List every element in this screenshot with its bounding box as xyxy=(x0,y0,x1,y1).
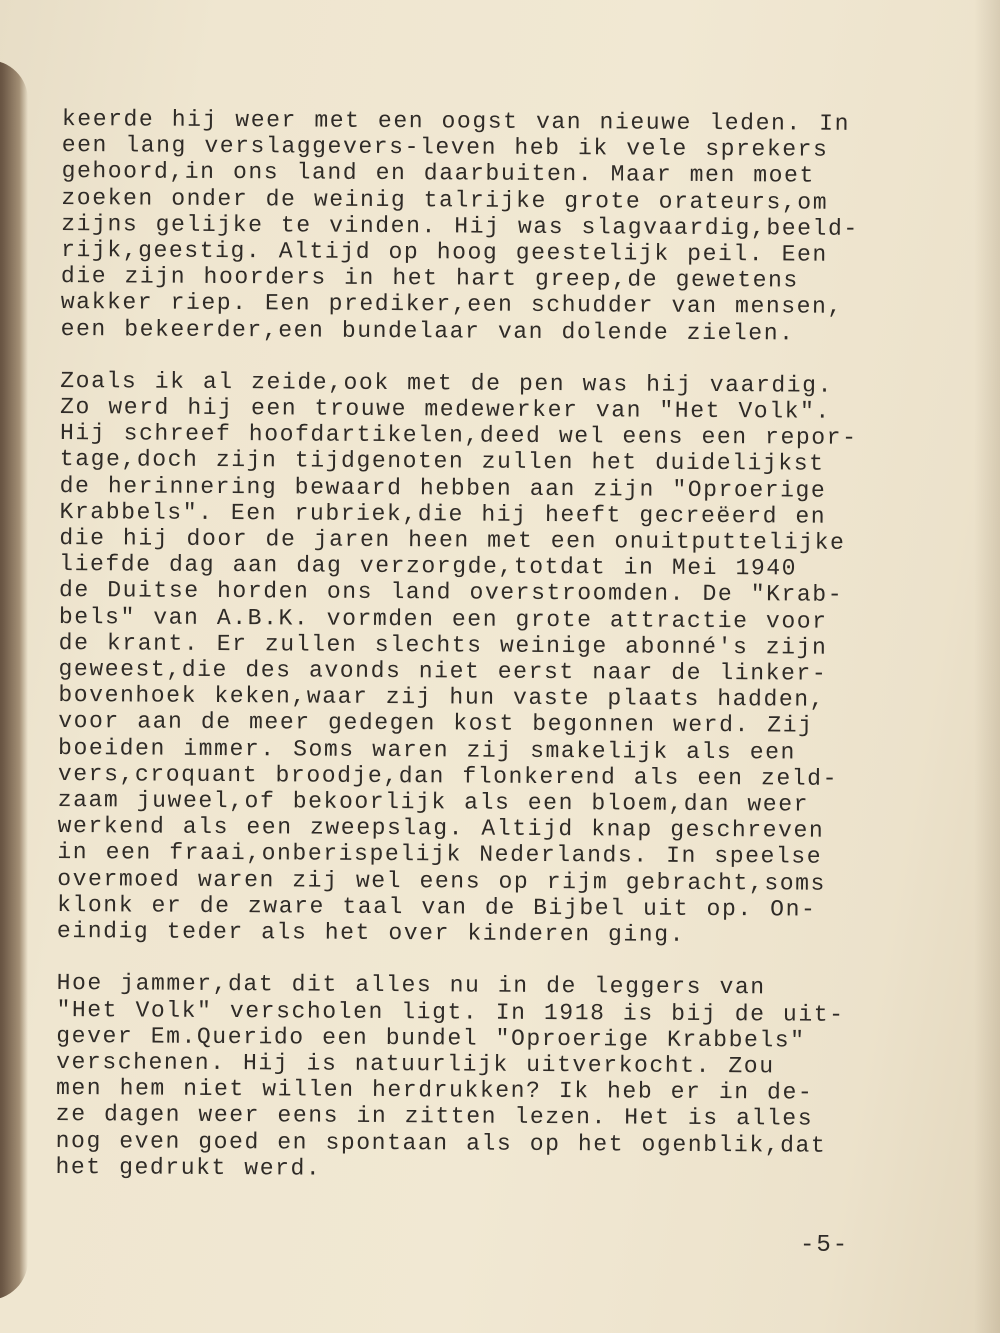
text-line: de herinnering bewaard hebben aan zijn "Oproerige xyxy=(59,472,827,504)
text-line: "Het Volk" verscholen ligt. In 1918 is bij de uit- xyxy=(56,996,845,1028)
text-line: bels" van A.B.K. vormden een grote attractie voor xyxy=(58,603,828,635)
text-line: boeiden immer. Soms waren zij smakelijk als een xyxy=(58,734,797,766)
text-line: bovenhoek keken,waar zij hun vaste plaats hadden, xyxy=(58,682,826,713)
text-line: werkend als een zweepslag. Altijd knap geschreven xyxy=(57,813,825,844)
text-line: Krabbels". Een rubriek,die hij heeft gecreëerd en xyxy=(59,498,827,530)
paragraph-1 xyxy=(61,106,962,347)
text-line: Zoals ik al zeide,ook met de pen was hij vaardig. xyxy=(60,367,834,399)
paragraph-3 xyxy=(55,970,956,1185)
text-line: de krant. Er zullen slechts weinige abonné's zijn xyxy=(58,629,828,661)
text-line: gever Em.Querido een bundel "Oproerige Krabbels" xyxy=(56,1022,806,1054)
typed-text-body xyxy=(55,106,962,1185)
text-line: Hoe jammer,dat dit alles nu in de leggers van xyxy=(56,970,766,1001)
page-edge-shadow xyxy=(974,0,1000,1333)
paragraph-2 xyxy=(57,368,961,950)
text-line: het gedrukt werd. xyxy=(55,1153,322,1182)
text-line: men hem niet willen herdrukken? Ik heb er in de- xyxy=(55,1075,814,1106)
text-line: een bekeerder,een bundelaar van dolende zielen. xyxy=(60,315,795,347)
text-line: tage,doch zijn tijdgenoten zullen het duidelijkst xyxy=(59,446,825,478)
text-line: zoeken onder de weinig talrijke grote orateurs,om xyxy=(61,184,829,216)
text-line: klonk er de zware taal van de Bijbel uit op. On- xyxy=(57,891,817,923)
text-line: geweest,die des avonds niet eerst naar de linker- xyxy=(58,656,828,687)
text-line: die zijn hoorders in het hart greep,de gewetens xyxy=(60,263,799,294)
text-line: liefde dag aan dag verzorgde,totdat in Mei 1940 xyxy=(59,551,798,582)
page-number: -5- xyxy=(800,1232,850,1259)
text-line: nog even goed en spontaan als op het ogenblik,dat xyxy=(55,1127,827,1159)
text-line: ze dagen weer eens in zitten lezen. Het is alles xyxy=(55,1101,814,1132)
text-line: wakker riep. Een prediker,een schudder van mensen, xyxy=(60,289,843,321)
text-line: rijk,geestig. Altijd op hoog geestelijk peil. Een xyxy=(61,237,828,268)
text-line: Zo werd hij een trouwe medewerker van "Het Volk". xyxy=(60,394,831,425)
text-line: keerde hij weer met een oogst van nieuwe leden. In xyxy=(61,106,851,137)
book-spine-shadow xyxy=(0,60,28,1300)
text-line: zijns gelijke te vinden. Hij was slagvaardig,beeld- xyxy=(61,210,859,242)
text-line: in een fraai,onberispelijk Nederlands. In speelse xyxy=(57,839,823,871)
text-line: voor aan de meer gedegen kost begonnen werd. Zij xyxy=(58,708,814,740)
text-line: verschenen. Hij is natuurlijk uitverkocht. Zou xyxy=(56,1048,775,1080)
text-line: eindig teder als het over kinderen ging. xyxy=(56,918,686,948)
text-line: zaam juweel,of bekoorlijk als een bloem,dan weer xyxy=(57,787,810,818)
text-line: een lang verslaggevers-leven heb ik vele sprekers xyxy=(61,132,829,163)
text-line: Hij schreef hoofdartikelen,deed wel eens een repor- xyxy=(59,420,858,452)
text-line: gehoord,in ons land en daarbuiten. Maar men moet xyxy=(61,158,815,190)
text-line: die hij door de jaren heen met een onuitputtelijke xyxy=(59,525,846,556)
text-line: de Duitse horden ons land overstroomden. De "Krab- xyxy=(58,577,844,609)
text-line: overmoed waren zij wel eens op rijm gebracht,soms xyxy=(57,865,827,897)
text-line: vers,croquant broodje,dan flonkerend als een zeld- xyxy=(57,760,839,792)
